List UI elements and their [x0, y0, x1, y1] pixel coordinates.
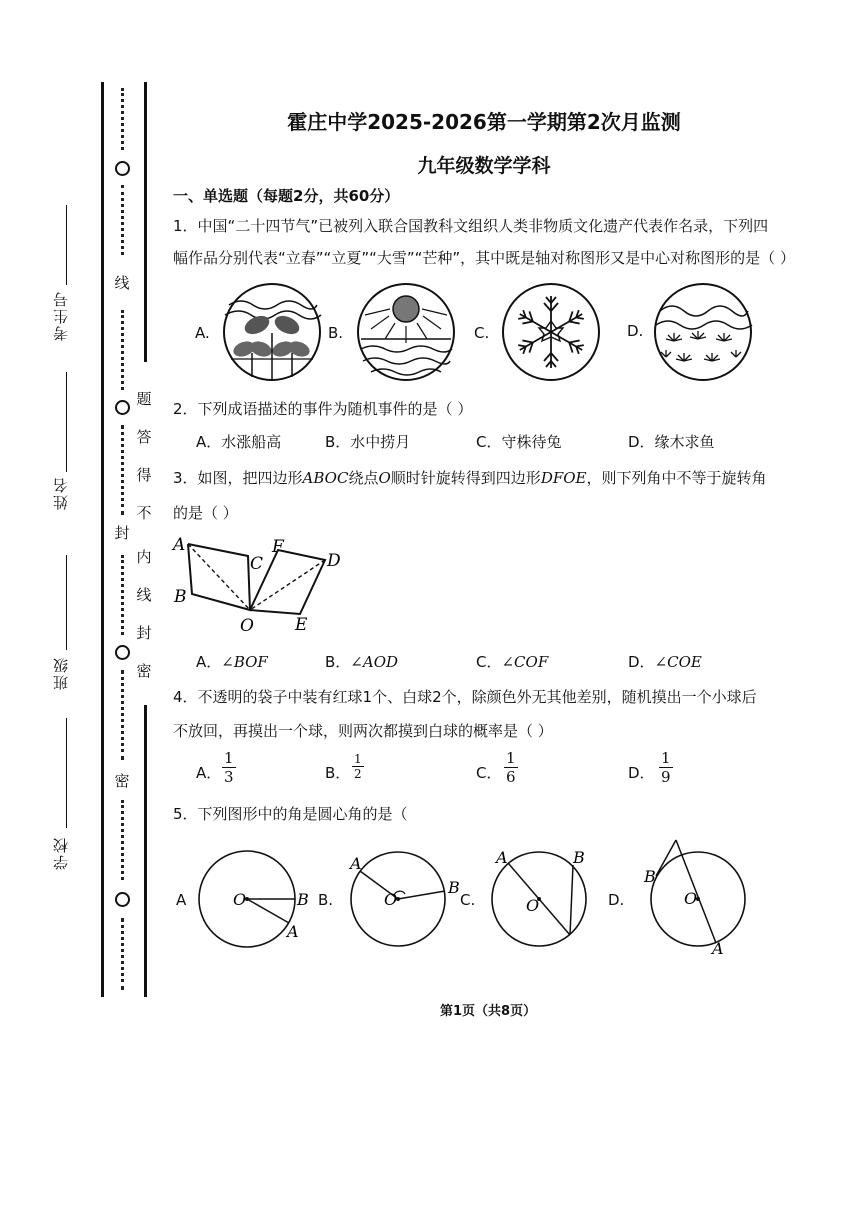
q3-option-b-angle: ∠AOD: [350, 653, 399, 671]
q3-label-D: D: [327, 551, 341, 571]
q1-figure-b-summer: [355, 281, 457, 383]
q1-figure-c-snow: [500, 281, 602, 383]
q5-figure-a: [195, 845, 315, 955]
q5d-label-O: O: [684, 889, 698, 908]
q4-option-b-letter: B．: [325, 764, 351, 782]
q5-stem: 5．下列图形中的角是圆心角的是（: [173, 805, 408, 823]
q3-label-F: F: [272, 537, 284, 557]
q1-line1: 1．中国“二十四节气”已被列入联合国教科文组织人类非物质文化遗产代表作名录，下列四: [173, 217, 769, 235]
q3-option-b: [325, 651, 398, 672]
q4-option-c-letter: C．: [476, 764, 502, 782]
q2-option-c: C．守株待兔: [476, 433, 562, 451]
q5a-label-O: O: [233, 890, 247, 909]
q3-text-e: 顺时针旋转得到四边形: [390, 469, 541, 487]
q5a-label-B: B: [297, 890, 309, 909]
margin-outer-line: [101, 82, 104, 997]
field-line-name: [66, 372, 67, 472]
q2-option-a: A．水涨船高: [196, 433, 282, 451]
label-name: 姓名: [52, 476, 70, 510]
q5c-label-A: A: [496, 848, 508, 867]
q1-label-b: B.: [328, 324, 344, 342]
seal-dots: [121, 310, 124, 390]
q5-label-c: C.: [460, 891, 476, 909]
seal-dots: [121, 185, 124, 255]
q3-option-c-angle: ∠COF: [501, 653, 549, 671]
q4-option-b-fraction: [352, 752, 364, 781]
q3-option-d: [628, 651, 702, 672]
q5-label-b: B.: [318, 891, 334, 909]
seal-char-feng: 封: [114, 524, 130, 542]
field-line-class: [66, 555, 67, 650]
q3-option-b-letter: B．: [325, 653, 351, 671]
q3-option-c-letter: C．: [476, 653, 502, 671]
q2-stem: 2．下列成语描述的事件为随机事件的是（ ）: [173, 400, 473, 418]
q4-option-a-den: 3: [224, 768, 234, 786]
q5a-label-A: A: [287, 922, 299, 941]
seal-char-xian: 线: [114, 274, 130, 292]
page-number: 第1页（共8页）: [440, 1004, 537, 1019]
q1-figure-a-spring: [221, 281, 323, 383]
q5b-label-O: O: [384, 890, 398, 909]
q3-line1: [173, 467, 767, 488]
q3-text-a: 3．如图，把四边形: [173, 469, 303, 487]
label-class: 班级: [52, 656, 70, 690]
q3-quad-dfoe: DFOE: [540, 469, 587, 487]
q5b-label-B: B: [448, 878, 460, 897]
q4-option-c-num: 1: [506, 749, 516, 767]
q3-quad-abco: ABOC: [302, 469, 349, 487]
notice-char: 内: [136, 548, 152, 566]
q4-option-d-num: 1: [661, 749, 671, 767]
q4-line2: 不放回，再摸出一个球，则两次都摸到白球的概率是（ ）: [173, 722, 553, 740]
q5-figure-b: [342, 845, 467, 955]
q1-label-c: C.: [474, 324, 490, 342]
notice-char: 不: [136, 504, 152, 522]
q3-option-c: [476, 651, 548, 672]
notice-char: 封: [136, 624, 152, 642]
q4-option-d-den: 9: [661, 768, 671, 786]
q3-point-o: O: [378, 469, 391, 487]
q4-option-a-num: 1: [224, 749, 234, 767]
q1-figure-d-grain: [652, 281, 754, 383]
seal-dots: [121, 918, 124, 990]
q3-label-C: C: [250, 554, 264, 574]
q3-option-a-letter: A．: [196, 653, 222, 671]
notice-char: 密: [136, 662, 152, 680]
page-subtitle: 九年级数学学科: [417, 155, 551, 177]
q2-option-b: B．水中捞月: [325, 433, 411, 451]
section-heading: 一、单选题（每题2分，共60分）: [173, 187, 400, 205]
seal-circle: [115, 892, 130, 907]
notice-char: 答: [136, 428, 152, 446]
q3-figure-rotation: [170, 532, 350, 637]
q5-figure-d: [636, 830, 756, 960]
q5-figure-c: [484, 845, 604, 955]
q1-label-a: A.: [195, 324, 210, 342]
notice-char: 线: [136, 586, 152, 604]
q2-option-d: D．缘木求鱼: [628, 433, 715, 451]
seal-char-mi: 密: [114, 772, 130, 790]
seal-circle: [115, 645, 130, 660]
notice-char: 得: [136, 466, 152, 484]
margin-inner-line-bottom: [144, 705, 147, 997]
seal-dots: [121, 425, 124, 515]
page-title: 霍庄中学2025-2026第一学期第2次月监测: [287, 110, 681, 134]
q5c-label-B: B: [573, 848, 585, 867]
q3-option-d-angle: ∠COE: [654, 653, 702, 671]
q3-option-a-angle: ∠BOF: [221, 653, 268, 671]
notice-char: 题: [136, 390, 152, 408]
seal-dots: [121, 800, 124, 880]
q3-option-d-letter: D．: [628, 653, 655, 671]
q1-label-d: D.: [627, 322, 644, 340]
q5d-label-B: B: [644, 867, 656, 886]
q3-label-O: O: [240, 616, 254, 636]
q3-text-c: 绕点: [348, 469, 379, 487]
q1-line2: 幅作品分别代表“立春”“立夏”“大雪”“芒种”，其中既是轴对称图形又是中心对称图形的是（ ）: [173, 249, 795, 267]
q3-label-B: B: [174, 587, 187, 607]
q3-text-g: ，则下列角中不等于旋转角: [586, 469, 767, 487]
seal-dots: [121, 670, 124, 760]
q5d-label-A: A: [712, 939, 724, 958]
q4-option-b-den: 2: [354, 767, 362, 781]
q4-option-d-letter: D．: [628, 764, 655, 782]
q3-option-a: [196, 651, 268, 672]
q4-option-c-den: 6: [506, 768, 516, 786]
q4-option-b-num: 1: [354, 752, 362, 766]
q5c-label-O: O: [526, 896, 540, 915]
q3-label-E: E: [295, 615, 308, 635]
q4-option-d-fraction: [659, 750, 673, 786]
field-line-student-id: [66, 205, 67, 285]
q4-option-a-fraction: [222, 750, 236, 786]
q5b-label-A: A: [350, 854, 362, 873]
q4-option-a-letter: A．: [196, 764, 222, 782]
field-line-school: [66, 718, 67, 828]
q3-line2: 的是（ ）: [173, 504, 238, 522]
seal-circle: [115, 400, 130, 415]
q4-line1: 4．不透明的袋子中装有红球1个、白球2个，除颜色外无其他差别，随机摸出一个小球后: [173, 688, 757, 706]
q5-label-a: A: [176, 891, 187, 909]
seal-dots: [121, 555, 124, 635]
label-school: 学校: [52, 836, 70, 870]
label-student-id: 考生号: [52, 290, 70, 341]
q5-label-d: D.: [608, 891, 625, 909]
q4-option-c-fraction: [504, 750, 518, 786]
q3-label-A: A: [173, 535, 186, 555]
